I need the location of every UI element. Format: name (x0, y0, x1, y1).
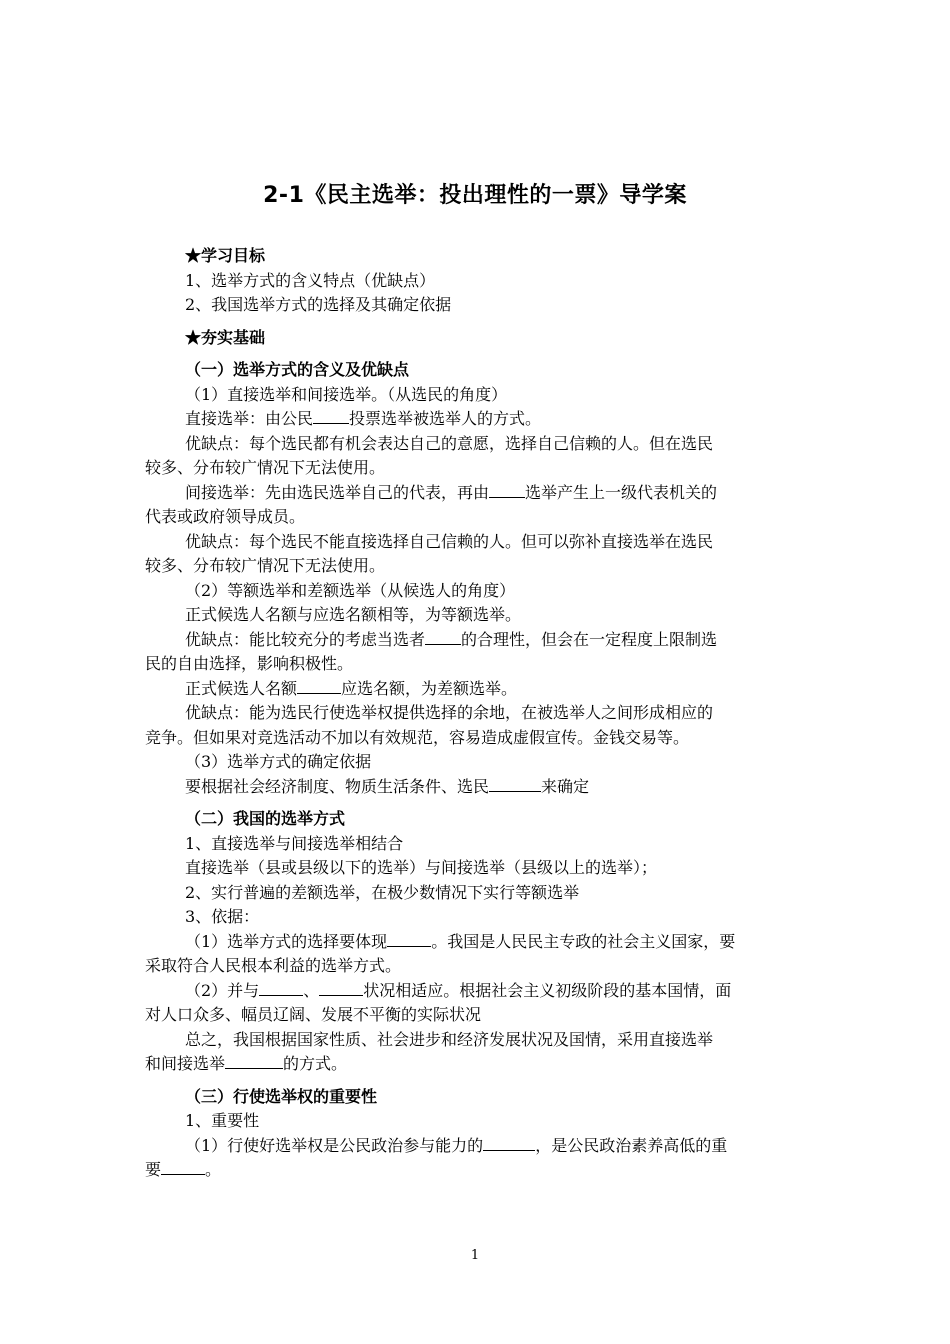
paragraph: 要根据社会经济制度、物质生活条件、选民 来确定 (185, 776, 590, 796)
paragraph: 3、依据： (185, 907, 260, 926)
goal-item: 2、我国选举方式的选择及其确定依据 (185, 295, 452, 314)
paragraph: 1、重要性 (185, 1111, 260, 1130)
paragraph: 间接选举：先由选民选举自己的代表，再由 选举产生上一级代表机关的 (185, 482, 718, 502)
paragraph: （3）选举方式的确定依据 (185, 752, 372, 771)
paragraph: （1）选举方式的选择要体现 。我国是人民民主专政的社会主义国家，要 (185, 931, 736, 951)
paragraph: 优缺点：能为选民行使选举权提供选择的余地，在被选举人之间形成相应的 (185, 703, 714, 722)
paragraph: 较多、分布较广情况下无法使用。 (145, 458, 386, 477)
basics-heading: ★夯实基础 (185, 327, 266, 347)
section2-heading: （二）我国的选举方式 (185, 809, 346, 828)
fill-blank (483, 1134, 535, 1151)
paragraph: 优缺点：每个选民都有机会表达自己的意愿，选择自己信赖的人。但在选民 (185, 433, 714, 453)
paragraph: （1）行使好选举权是公民政治参与能力的 ，是公民政治素养高低的重 (185, 1135, 728, 1155)
paragraph: 1、直接选举与间接选举相结合 (185, 833, 404, 853)
paragraph: 竞争。但如果对竞选活动不加以有效规范，容易造成虚假宣传。金钱交易等。 (145, 727, 690, 747)
page-number: 1 (470, 1248, 480, 1263)
paragraph: 较多、分布较广情况下无法使用。 (145, 556, 386, 575)
paragraph: 和间接选举 的方式。 (145, 1054, 348, 1073)
paragraph: 采取符合人民根本利益的选举方式。 (145, 956, 402, 975)
fill-blank (319, 979, 363, 996)
document-body (145, 240, 810, 1183)
document-title: 2-1《民主选举：投出理性的一票》导学案 (263, 183, 687, 208)
paragraph: （1）直接选举和间接选举。（从选民的角度） (185, 384, 508, 404)
paragraph: 对人口众多、幅员辽阔、发展不平衡的实际状况 (145, 1005, 482, 1024)
paragraph: 总之，我国根据国家性质、社会进步和经济发展状况及国情，采用直接选举 (185, 1029, 714, 1049)
paragraph: 正式候选人名额与应选名额相等，为等额选举。 (185, 605, 522, 624)
fill-blank (387, 930, 431, 947)
fill-blank (313, 407, 349, 424)
fill-blank (489, 775, 541, 792)
section3-heading: （三）行使选举权的重要性 (185, 1086, 378, 1106)
paragraph: 要 。 (145, 1160, 222, 1179)
section1-heading: （一）选举方式的含义及优缺点 (185, 360, 410, 379)
fill-blank (161, 1158, 205, 1175)
paragraph: 直接选举：由公民 投票选举被选举人的方式。 (185, 409, 542, 428)
paragraph: 2、实行普遍的差额选举，在极少数情况下实行等额选举 (185, 882, 580, 902)
paragraph: 代表或政府领导成员。 (145, 507, 306, 526)
fill-blank (425, 628, 461, 645)
paragraph: 优缺点：每个选民不能直接选择自己信赖的人。但可以弥补直接选举在选民 (185, 531, 714, 551)
paragraph: （2）等额选举和差额选举（从候选人的角度） (185, 580, 516, 600)
fill-blank (225, 1052, 283, 1069)
fill-blank (259, 979, 303, 996)
goals-heading: ★学习目标 (185, 246, 266, 265)
paragraph: 优缺点：能比较充分的考虑当选者 的合理性，但会在一定程度上限制选 (185, 629, 718, 649)
fill-blank (297, 677, 341, 694)
fill-blank (489, 481, 525, 498)
paragraph: （2）并与 、 状况相适应。根据社会主义初级阶段的基本国情，面 (185, 980, 732, 1000)
paragraph: 正式候选人名额 应选名额，为差额选举。 (185, 678, 518, 698)
paragraph: 直接选举（县或县级以下的选举）与间接选举（县级以上的选举）； (185, 858, 658, 877)
paragraph: 民的自由选择，影响积极性。 (145, 654, 354, 673)
goal-item: 1、选举方式的含义特点（优缺点） (185, 270, 436, 290)
